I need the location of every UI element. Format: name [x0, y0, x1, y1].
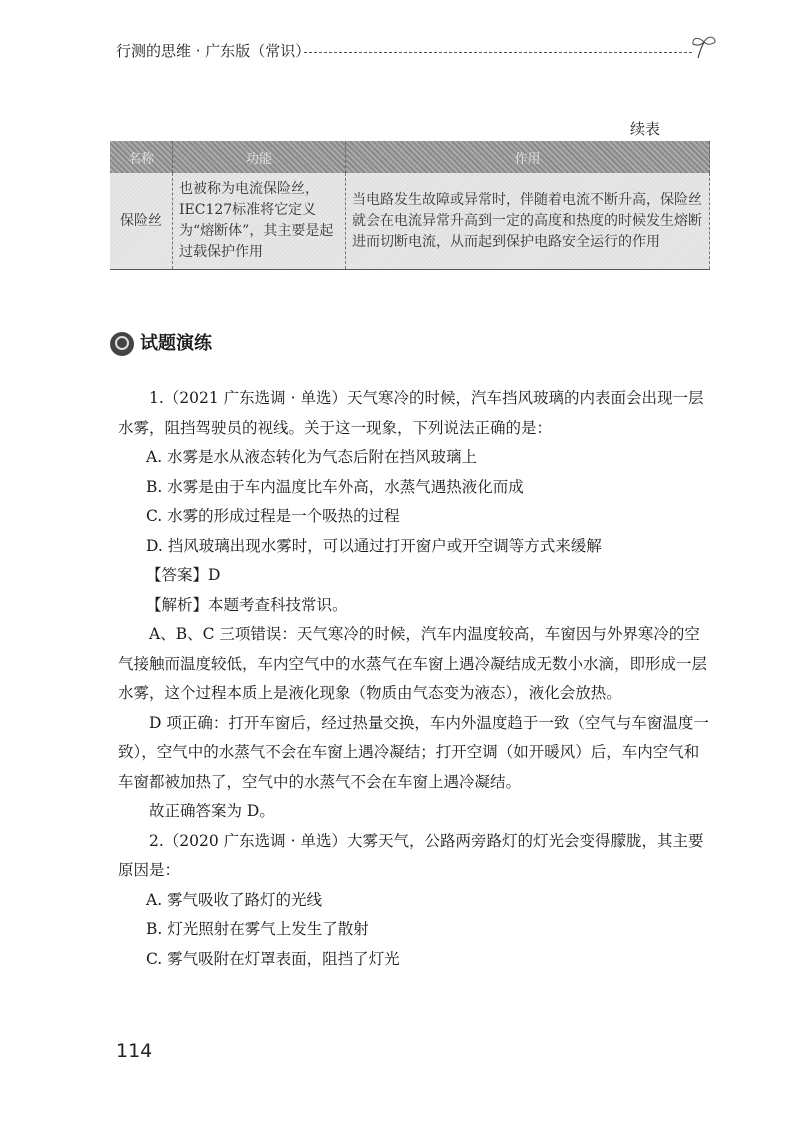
table-cell-effect: 当电路发生故障或异常时，伴随着电流不断升高，保险丝就会在电流异常升高到一定的高度和热度的时候发生熔断进而切断电流，从而起到保护电路安全运行的作用 [346, 173, 710, 270]
question-1-option-a: A. 水雾是水从液态转化为气态后附在挡风玻璃上 [146, 448, 478, 466]
table-cell-function: 也被称为电流保险丝，IEC127标准将它定义为“熔断体”，其主要是起过载保护作用 [173, 173, 346, 270]
question-1-answer [118, 561, 712, 591]
book-title: 行测的思维 · 广东版（常识） [116, 42, 311, 60]
question-1-option-d: D. 挡风玻璃出现水雾时，可以通过打开窗户或开空调等方式来缓解 [146, 536, 602, 555]
table-header-function: 功能 [173, 141, 346, 173]
analysis-label: 【解析】 [146, 595, 209, 614]
question-1-conclusion: 故正确答案为 D。 [149, 802, 275, 820]
page-number: 114 [116, 1040, 153, 1062]
answer-value: D [208, 566, 221, 584]
question-1-explanation-abc: A、B、C 三项错误：天气寒冷的时候，汽车内温度较高，车窗因与外界寒冷的空气接触而温度较低，车内空气中的水蒸气在车窗上遇冷凝结成无数小水滴，即形成一层水雾，这个过程本质上是液化现象（物质由气态变为液态），液化会放热。 [118, 625, 708, 702]
sprout-icon [690, 34, 718, 60]
analysis-text: 本题考查科技常识。 [208, 595, 348, 614]
question-2-stem: 2.（2020 广东选调 · 单选）大雾天气，公路两旁路灯的灯光会变得朦胧，其主要原因是： [118, 831, 704, 879]
question-1-option-c: C. 水雾的形成过程是一个吸热的过程 [146, 507, 400, 525]
running-header [116, 40, 716, 64]
question-2-option-a: A. 雾气吸收了路灯的光线 [146, 890, 323, 909]
answer-label: 【答案】 [146, 566, 209, 584]
question-2-option-b: B. 灯光照射在雾气上发生了散射 [146, 920, 369, 938]
table-header-name: 名称 [110, 141, 173, 173]
table-row [110, 173, 710, 270]
reference-table [110, 141, 710, 270]
table-header-effect: 作用 [346, 141, 710, 173]
table-cell-name: 保险丝 [110, 173, 173, 270]
table-header-row [110, 141, 710, 173]
section-title: 试题演练 [140, 333, 212, 354]
practice-badge-icon [110, 332, 134, 356]
continued-table-label: 续表 [630, 120, 661, 138]
question-1-option-b: B. 水雾是由于车内温度比车外高，水蒸气遇热液化而成 [146, 477, 524, 496]
main-content [118, 384, 712, 974]
question-1-explanation-d: D 项正确：打开车窗后，经过热量交换，车内外温度趋于一致（空气与车窗温度一致），空气中的水蒸气不会在车窗上遇冷凝结；打开空调（如开暖风）后，车内空气和车窗都被加热了，空气中的水蒸气不会在车窗上遇冷凝结。 [118, 713, 709, 791]
header-rule [304, 52, 692, 53]
question-2-option-c: C. 雾气吸附在灯罩表面，阻挡了灯光 [146, 949, 400, 968]
question-1-analysis [118, 591, 712, 621]
question-1-stem: 1.（2021 广东选调 · 单选）天气寒冷的时候，汽车挡风玻璃的内表面会出现一层水雾，阻挡驾驶员的视线。关于这一现象，下列说法正确的是： [118, 389, 704, 437]
